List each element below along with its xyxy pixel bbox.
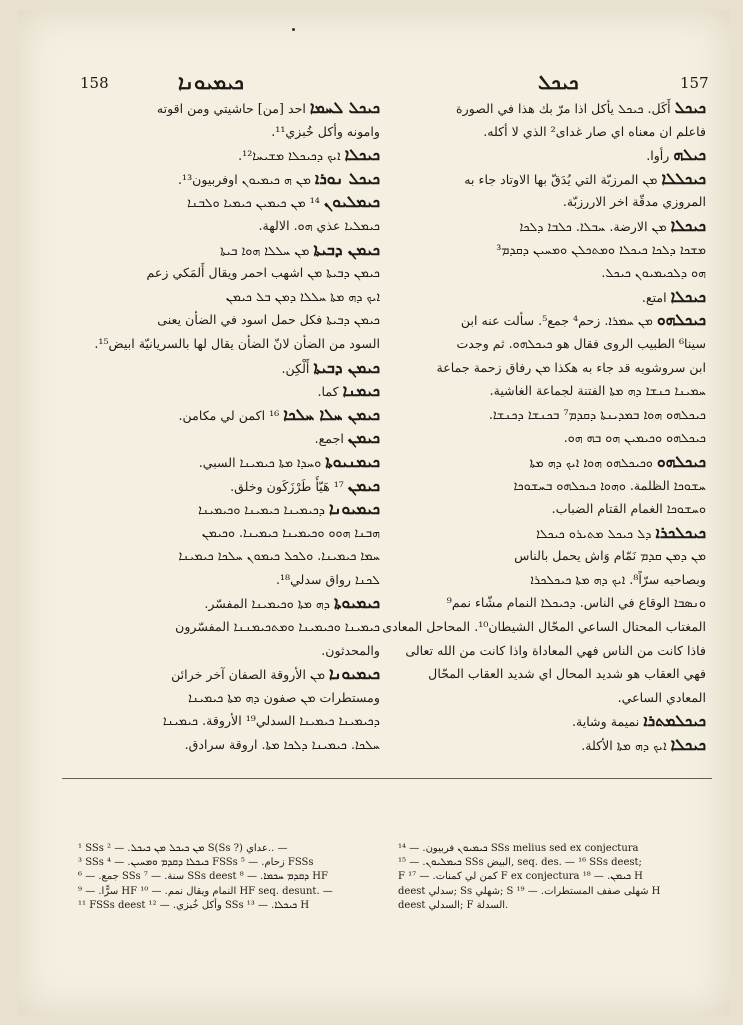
text-line [398,261,706,285]
entry-text: ܐܝܟ ܕܗ ܡܬܐ ܚܠܠܐ ܕܡܢ ܒܠ ܟܝܡܢ [225,288,380,304]
entry-text: ܡܢ الارضة. ܚܒܠܐ. ܟܠܒܐ ܕܠܟܐ [519,218,667,234]
text-line [78,544,380,568]
footnote-line: deest سدلي; Ss شهلي; S شهلى صفف المستطرات. — ¹⁹ H [398,885,661,897]
entry-text: ܗܘ ܕܠܟܝܡܝܘܢ ܟܝܟܠ. [601,265,706,281]
left-running-title: ܟܝܡܝܘܢܐ [178,70,244,94]
entry-text: ¹⁶ اكمن لي مكامن. [178,407,280,423]
text-line [398,426,706,450]
text-line [78,662,380,686]
text-line [398,474,706,498]
entry-text: ܘܚܕܐ ܡܬܐ ܟܝܡܝܢܐ السبي. [198,454,322,470]
headword: ܟܝܡܝܘܢܐ [329,664,380,684]
entry-text: ¹⁷ هَيّأَ طَرْزَكَون وخلق. [230,478,344,494]
entry-text: ܟܝܟܠܗܘ ܗܘܐ ܒܡܕܝܢܬܐ ܕܩܕܡ⁷ ܒܟܢܫܐ ܕܟܢܫܐ. [488,406,706,422]
entry-text: وامونه وأكل خُبزي¹¹. [271,123,380,139]
entry-text: ܚܡܐ ܟܝܡܝܢܐ. ܘܠܟܠ ܟܝܡܘܢ ܚܠܟܐ ܟܝܡܝܢܐ [178,548,380,564]
text-line [78,403,380,427]
entry-text: ܟܝܡܢ ܕܒܝܬܐ فكل حمل اسود في الضأن يعنى [157,312,380,328]
entry-text: نميمة وشاية. [571,714,640,730]
footnote-line: ¹ SSs ܡܢ ܟܝܟܠ ܡܢ ܟܝܟܠ. — ² S(Ss ?) عداي.. — [78,843,288,854]
entry-text: امتع. [641,289,667,305]
headword: ܟܝܡܠܝܘܢ [323,192,380,212]
text-line [78,96,380,120]
entry-text: سينا⁶ الطبيب الروى فقال هو ܟܝܟܠܗܘ. ثم وجدت [456,335,706,351]
text-line [398,379,706,403]
text-line [78,686,380,710]
text-line [398,356,706,380]
entry-text: المغتاب المحتال الساعي المحّال الشيطان¹⁰. المحاحل المعادى [382,619,706,635]
entry-text: ܐܝܟ ܕܟܝܟܠܐ ܡܫܝܚܐ¹². [238,148,341,164]
entry-text: أَلْكِن. [281,360,310,376]
headword: ܟܝܡܢ ܕܒܝܬܐ [313,357,380,377]
headword: ܟܝܟܠܠܐ [661,168,706,188]
text-line [78,190,380,214]
text-line [78,450,380,474]
entry-text: ܡܫܟܐ ܕܠܟܐ ܟܝܟܠܐ ܘܡܬܟܠܢ ܘܡܚܝܢ ܕܩܕܡ³ [496,241,706,257]
entry-text: ܘܚܫܘܟܐ الغمام القتام الضباب. [551,501,706,517]
text-line [78,238,380,262]
text-line [398,214,706,238]
headword: ܟܝܡܝܘܢܐ [329,499,380,519]
text-line [78,709,380,733]
entry-text: ܡܢ ܚܠܠܐ ܗܘܐ ܒܝܬܐ [220,242,310,258]
entry-text: فاعلم ان معناه اي صار غداى² الذي لا أكله. [483,123,706,139]
entry-text: اجمع. [314,431,344,447]
entry-text: ابن سروشويه قد جاء به هكذا ܡܢ رفاق زحمة جماعة [436,359,706,375]
text-line [398,709,706,733]
left-column-text [78,96,380,757]
left-footnotes [78,842,368,913]
entry-text: ܕܟܝܡܝܢܐ ܟܝܡܝܢܐ السدلي¹⁹ الأروقة. ܟܝܡܝܢܐ [162,713,380,729]
entry-text: ومستطرات ܡܢ صفون ܕܗ ܡܬܐ ܟܝܡܝܢܐ [188,689,380,705]
entry-text: احد [من] حاشيتي ومن اقوته [156,101,306,116]
headword: ܟܝܟܠܡܬܪܐ [643,711,706,731]
headword: ܟܝܟܠܐ [670,735,706,755]
entry-text: وبصاحبه سرّاً⁸. ܐܝܟ ܕܗ ܡܬܐ ܟܝܟܠܟܪܐ [530,571,706,587]
entry-text: ܗܒܢܐ ܗܘܘ ܘܟܝܡܝܢܐ ܟܝܡܝܢܐ. ܘܟܝܡܢ [201,524,380,540]
text-line [78,426,380,450]
entry-text: رأوا. [646,148,670,164]
headword: ܟܝܟܠܟܪܐ [655,522,706,542]
entry-text: ܟܝܡܢ ܕܒܝܬܐ ܡܢ اشهب احمر ويقال أَلمَكي زعم [146,265,380,281]
headword: ܟܝܟܠ ܠܚܡܐ [309,98,380,117]
text-line [398,591,706,615]
text-line [78,285,380,309]
entry-text: ܡܢ ܚܡܪܐ. زحم⁴ جمع⁵. سألت عنه ابن [460,313,653,329]
text-line [398,497,706,521]
headword: ܟܝܡܢܐ [342,381,380,401]
headword: ܟܝܡܢ ܕܒܝܬܐ [313,239,380,259]
text-line [78,521,380,545]
text-line [398,450,706,474]
entry-text: ܡܢ ܕܡܢ ܩܕܡ نَمّام وَاش يحمل بالناس [514,548,706,564]
text-line [78,615,380,639]
entry-text: ܚܡܝܢܐ ܟܢܫܐ ܕܗ ܡܬܐ الفتنة لجماعة الغاشية. [489,383,706,399]
text-line [398,733,706,757]
footnote-divider [62,778,712,779]
text-line [398,639,706,663]
entry-text: السود من الضأن لانّ الضأن يقال لها بالسريانيّة ابيض¹⁵. [94,335,380,351]
text-line [78,214,380,238]
left-page-number: 158 [80,74,109,92]
footnote-line: ³ SSs ܟܝܟܠܐ ܕܩܕܡ ܘܡܚܝܢ. — ⁴ FSSs زحام. — ⁵ FSSs [78,857,314,869]
text-line [78,308,380,332]
footnote-line: deest السدلي; F السدلة. [398,899,509,911]
entry-text: ¹⁴ ܡܢ ܟܝܡܝܢ ܟܝܡܝܐ ܘܠܒܢܐ [187,195,320,211]
headword: ܟܝܡܢ [347,428,380,448]
entry-text: والمحدثون. [321,642,380,658]
text-line [78,591,380,615]
text-line [78,497,380,521]
entry-text: ܡܢ ܗ ܟܝܡܝܘܢ اوفربيون¹³. [178,171,311,187]
entry-text: ܘܟܝܟܠܗܘ ܗܘܐ ܐܝܟ ܕܗ ܡܬܐ [529,454,653,470]
entry-text: ܘܢܣܒܐ الوقاع في الناس. ܕܟܝܟܠܐ النمام مشّاء نمم⁹ [446,595,706,611]
text-line [78,733,380,757]
text-line [382,615,706,639]
footnote-line: ܟܝܡܝܘܢ فربيون. — ¹⁴ SSs melius sed ex conjectura [398,843,639,854]
headword: ܟܝܡܢ ܚܠܐ ܚܠܟܐ [283,404,380,424]
text-line [398,521,706,545]
footnote-line: سرًّا. — ⁹ HF النمام ويقال نمم. — ¹⁰ HF seq. desunt. — [78,885,333,897]
headword: ܟܝܟܠܐ [670,215,706,235]
text-line [398,238,706,262]
right-footnotes [398,842,698,913]
entry-text: ܚܫܘܟܐ الظلمة. ܘܗܘܐ ܟܝܟܠܗܘ ܒܚܫܘܟܐ [513,477,706,493]
entry-text: المعادي الساعي. [617,689,706,705]
text-line [398,120,706,144]
headword: ܟܝܡܢ [347,475,380,495]
text-line [398,143,706,167]
entry-text: ܡܢ المرزبّة التي يُدَقّ بها الاوتاد جاء به [464,171,658,187]
text-line [398,403,706,427]
text-line [398,308,706,332]
headword: ܟܝܟܠܗܘ [656,310,706,330]
footnote-line: ¹¹ FSSs deest وأكل خُبزي. — ¹² SSs ܟܝܟܠܐ. — ¹³ H [78,899,310,911]
footnote-line: F كمن لي كمنات. — ¹⁷ F ex conjectura ܟܝܡܢ. — ¹⁸ H [398,871,643,883]
entry-text: ܡܢ الأروقة الصفان آخر خرائن [171,667,326,683]
entry-text: ܕܗ ܡܬܐ ܘܟܝܡܝܢܐ المفسّر. [204,596,331,612]
text-line [398,662,706,686]
right-column-text [382,96,706,757]
text-line [398,285,706,309]
text-line [78,474,380,498]
text-line [398,544,706,568]
headword: ܟܝܡܝܘܬܐ [334,593,380,613]
text-line [78,332,380,356]
entry-text: ܕܟܝܡܝܢܐ ܟܝܡܝܢܐ ܘܟܝܡܝܢܐ [198,502,326,518]
entry-text: كما. [317,384,339,400]
text-line [398,686,706,710]
right-running-title: ܟܝܟܠ [538,70,579,94]
headword: ܟܝܡܢܝܘܬܐ [325,451,380,471]
right-page-number: 157 [680,74,709,92]
text-line [78,261,380,285]
entry-text: فاذا كانت من الناس فهي المعاداة واذا كانت من الله تعالى [405,642,706,658]
text-line [78,379,380,403]
headword: ܟܝܟܠ ܢܘܪܐ [314,168,380,188]
headword: ܟܝܟܠ [674,98,706,117]
headword: ܟܝܟܠܗܘ [656,451,706,471]
text-line [78,120,380,144]
headword: ܟܝܠܗ [673,145,706,165]
speck-mark [292,28,295,31]
text-line [78,167,380,191]
text-line [78,639,380,663]
text-line [398,568,706,592]
entry-text: ܠܟܢܐ رواق سدلي¹⁸. [275,571,380,587]
headword: ܟܝܟܠܐ [344,145,380,165]
entry-text: ܟܝܡܠܝܐ عذي ܗܘ. الالهة. [258,217,380,233]
text-line [78,356,380,380]
entry-text: ܚܠܟܐ. ܟܝܡܝܢܐ ܕܠܟܐ ܡܬܐ. اروقة سرادق. [184,737,380,753]
entry-text: ܐܝܟ ܕܗ ܡܬܐ الأكلة. [581,738,667,754]
entry-text: المروزي مدقّة اخر الاررزبّة. [562,194,706,210]
text-line [78,143,380,167]
entry-text: ܟܝܟܠܗܘ ܘܟܝܡܝܢ ܗܘ ܒܗ ܗܘ. [563,430,706,446]
footnote-line: جمع. — ⁶ SSs سنة. — ⁷ SSs deest ܕܩܕܡ ܚܟܡܐ. — ⁸ HF [78,871,328,883]
text-line [398,167,706,191]
footnote-line: ܟܝܡܠܝܘܢ. — ¹⁵ SSs البيض, seq. des. — ¹⁶ SSs deest; [398,857,642,869]
text-line [78,568,380,592]
text-line [398,190,706,214]
entry-text: أَكَل. ܟܝܟܠ يأكل اذا مرّ بك هذا في الصورة [456,101,671,116]
text-line [398,332,706,356]
entry-text: ܟܝܡܝܢܐ ܘܟܝܡܝܢܐ ܘܡܬܟܝܡܢܢܐ المفسّرون [175,619,380,635]
text-line [398,96,706,120]
headword: ܟܝܟܠܐ [670,286,706,306]
entry-text: فهي العقاب هو شديد المحال اي شديد العقاب المحّال [428,666,706,682]
entry-text: ܕܠ ܟܝܟܠ ܡܬܝܪܘ ܟܝܟܠܐ [536,525,652,541]
